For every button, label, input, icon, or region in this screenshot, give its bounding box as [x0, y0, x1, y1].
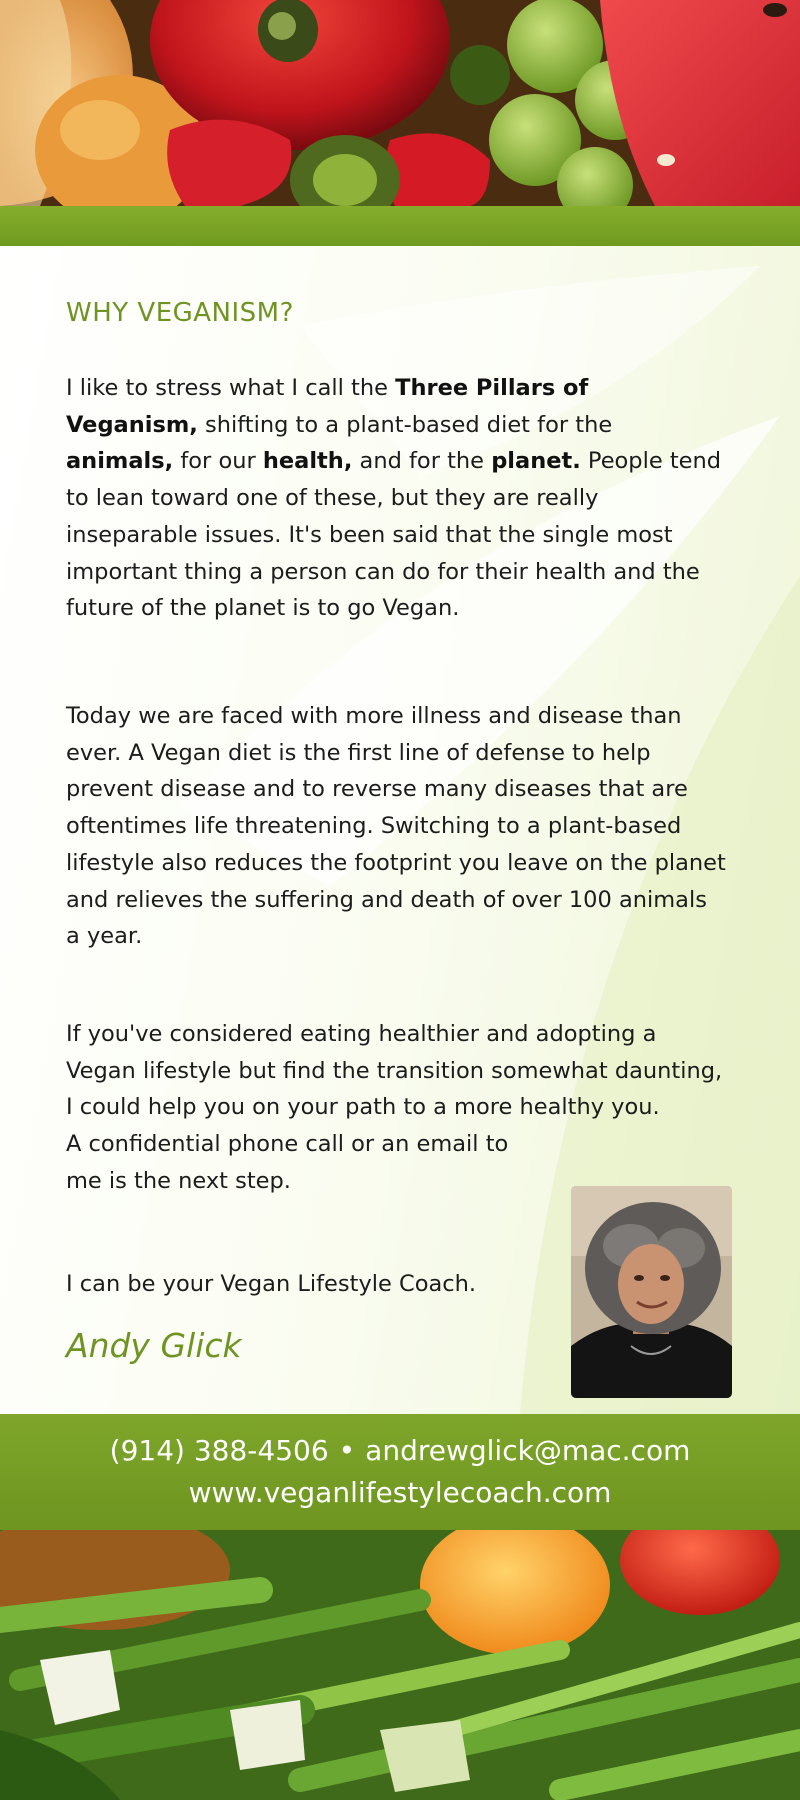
website-url[interactable]: www.veganlifestylecoach.com — [188, 1476, 612, 1509]
content-panel — [0, 246, 800, 1414]
signature: Andy Glick — [66, 1326, 242, 1365]
separator-dot: • — [338, 1434, 356, 1467]
vegetable-banner-image — [0, 1530, 800, 1800]
contact-bar — [0, 1414, 800, 1530]
paragraph-transition: If you've considered eating healthier and adopting a Vegan lifestyle but find the transition somewhat daunting, I could help you on your path to a more healthy you. A confidential phone call or an email to me is the next step. — [66, 1021, 723, 1194]
contact-line-phone-email — [0, 1434, 800, 1467]
coach-photo — [571, 1186, 732, 1398]
header-green-strip — [0, 206, 800, 246]
paragraph-coach: I can be your Vegan Lifestyle Coach. — [66, 1271, 477, 1297]
phone-number[interactable]: (914) 388-4506 — [109, 1434, 329, 1467]
paragraph-illness: Today we are faced with more illness and disease than ever. A Vegan diet is the first line of defense to help prevent disease and to reverse many diseases that are oftentimes life threatening. Switching to a plant-based lifestyle also reduces the footprint you leave on the planet and relieves the suffering and death of over 100 animals a year. — [66, 703, 726, 950]
fruit-banner-image — [0, 0, 800, 206]
heading-why-veganism: WHY VEGANISM? — [66, 298, 294, 328]
email-address[interactable]: andrewglick@mac.com — [365, 1434, 691, 1467]
paragraph-three-pillars: I like to stress what I call the Three Pillars of Veganism, shifting to a plant-based diet for the animals, for our health, and for the planet. People tend to lean toward one of these, but they are really inseparable issues. It's been said that the single most important thing a person can do for their health and the future of the planet is to go Vegan. — [66, 375, 722, 622]
